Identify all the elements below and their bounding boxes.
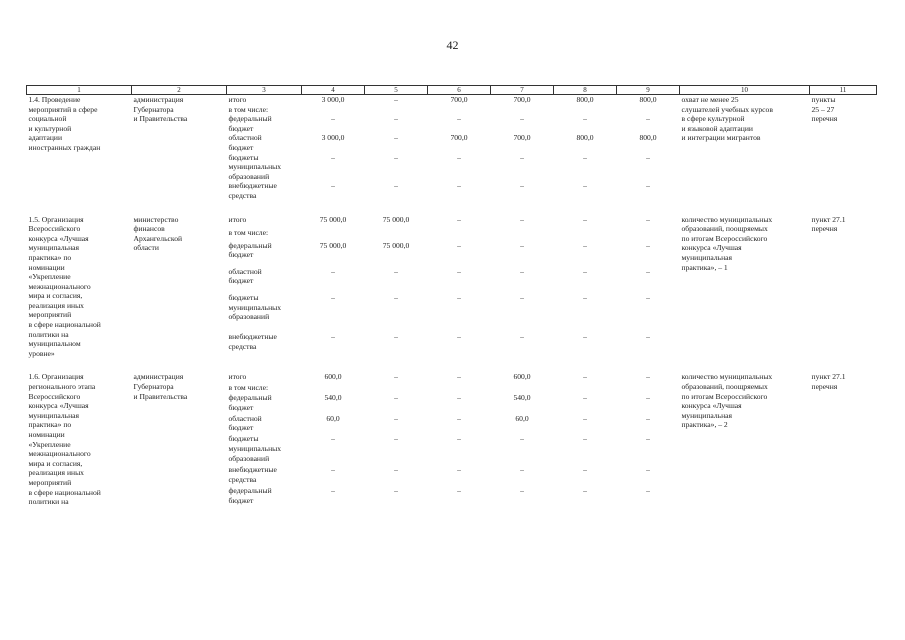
funding-source: бюджеты муниципальных образований [228,434,282,463]
funding-source: внебюджетные средства [228,181,277,200]
amount-cell: 3 000,0 [321,95,345,104]
amount-cell: – [331,434,335,444]
amount-cell: – [583,181,587,191]
result-cell: количество муниципальных образований, поощряемых по итогам Всероссийского конкурса «Лучшая муниципальная практика», – 2 [681,372,773,430]
reference-cell: пункты 25 – 27 перечня [811,95,838,124]
amount-cell: 75 000,0 [382,214,410,224]
column-number: 6 [428,86,491,95]
amount-cell: – [394,332,398,342]
section-spacer [27,201,877,215]
amount-cell: 700,0 [450,133,468,143]
amount-cell: – [394,465,398,475]
amount-cell [302,228,365,241]
amount-cell: – [394,114,398,124]
amount-cell [617,105,680,115]
funding-source: внебюджетные средства [228,465,277,484]
funding-source: федеральный бюджет [228,114,272,133]
amount-cell: – [646,393,650,403]
amount-cell: 700,0 [450,95,468,104]
amount-cell [554,383,617,393]
amount-cell: – [583,413,587,423]
amount-cell: – [457,214,461,224]
amount-cell [302,383,365,393]
amount-cell [554,105,617,115]
amount-cell: – [583,434,587,444]
amount-cell: – [331,465,335,475]
executor-cell: администрация Губернатора и Правительства [133,95,188,124]
funding-source: внебюджетные средства [228,332,277,351]
amount-cell [428,105,491,115]
amount-cell [365,383,428,393]
amount-cell: – [457,465,461,475]
column-number: 7 [491,86,554,95]
amount-cell [302,105,365,115]
amount-cell: 600,0 [513,372,531,382]
amount-cell: – [331,486,335,496]
amount-cell [428,228,491,241]
amount-cell: – [646,266,650,276]
funding-source: областной бюджет [228,413,262,433]
funding-source: итого [228,214,247,224]
amount-cell: 75 000,0 [319,214,347,224]
amount-cell: – [520,434,524,444]
amount-cell: – [394,413,398,423]
amount-cell: – [457,114,461,124]
amount-cell: – [331,181,335,191]
amount-cell: – [457,434,461,444]
amount-cell [491,228,554,241]
amount-cell: – [394,181,398,191]
table-row [27,215,877,228]
amount-cell: – [520,214,524,224]
amount-cell: – [520,152,524,162]
amount-cell: – [583,152,587,162]
amount-cell: 800,0 [639,133,657,143]
measure-title: 1.5. Организация Всероссийского конкурса «Лучшая муниципальная практика» по номинации «Укрепление межнационального мира и согласия, реализация иных мероприятий в сфере национальной политики на муниципальном уровне» [28,214,101,358]
amount-cell: – [457,181,461,191]
funding-source: в том числе: [228,227,269,237]
amount-cell [491,383,554,393]
amount-cell: – [457,332,461,342]
funding-source: в том числе: [228,104,269,114]
column-number: 4 [302,86,365,95]
amount-cell: 540,0 [324,393,342,403]
funding-source: федеральный бюджет [228,486,272,505]
amount-cell: 540,0 [513,393,531,403]
amount-cell: 800,0 [639,95,657,104]
amount-cell: – [583,266,587,276]
amount-cell: 60,0 [515,413,529,423]
amount-cell: – [583,293,587,302]
amount-cell: – [583,465,587,475]
amount-cell: – [457,372,461,382]
amount-cell: – [520,181,524,191]
amount-cell: – [457,152,461,162]
amount-cell: – [646,240,650,250]
spacer-cell [27,201,877,215]
amount-cell: – [646,181,650,191]
funding-source: итого [228,95,247,104]
amount-cell: – [457,240,461,250]
amount-cell: 75 000,0 [382,240,410,250]
amount-cell: – [520,486,524,496]
amount-cell: – [394,293,398,302]
amount-cell: – [646,372,650,382]
amount-cell: – [457,293,461,302]
funding-source: областной бюджет [228,266,262,286]
funding-source: итого [228,372,247,382]
amount-cell: – [520,465,524,475]
amount-cell: – [457,413,461,423]
amount-cell: – [394,434,398,444]
amount-cell: – [646,114,650,124]
amount-cell: – [457,486,461,496]
amount-cell [428,383,491,393]
amount-cell: – [646,413,650,423]
table-row [27,95,877,105]
amount-cell: 60,0 [326,413,340,423]
executor-cell: министерство финансов Архангельской области [133,214,183,253]
funding-source: федеральный бюджет [228,393,272,412]
amount-cell: – [394,393,398,403]
amount-cell: 700,0 [513,133,531,143]
amount-cell: – [583,486,587,496]
amount-cell: – [331,152,335,162]
funding-source: в том числе: [228,382,269,392]
amount-cell: 600,0 [324,372,342,382]
amount-cell: – [394,152,398,162]
amount-cell: – [583,372,587,382]
amount-cell: – [520,332,524,342]
amount-cell: – [583,114,587,124]
amount-cell: – [583,393,587,403]
column-number: 10 [680,86,810,95]
amount-cell [491,105,554,115]
column-number: 2 [132,86,227,95]
result-cell: охват не менее 25 слушателей учебных курсов в сфере культурной и языковой адаптации и интеграции мигрантов [681,95,773,143]
amount-cell [365,105,428,115]
page-number: 42 [446,38,459,52]
table-row [27,372,877,382]
amount-cell: – [394,486,398,496]
result-cell: количество муниципальных образований, поощряемых по итогам Всероссийского конкурса «Лучшая муниципальная практика», – 1 [681,214,773,272]
amount-cell: – [520,240,524,250]
column-number: 11 [810,86,877,95]
funding-source: областной бюджет [228,133,262,152]
measure-title: 1.4. Проведение мероприятий в сфере социальной и культурной адаптации иностранных граждан [28,95,101,152]
measure-title: 1.6. Организация регионального этапа Всероссийского конкурса «Лучшая муниципальная практика» по номинации «Укрепление межнационального мира и согласия, реализация иных мероприятий в сфере национальной политики на [28,372,101,507]
spacer-cell [27,358,877,372]
amount-cell: 800,0 [576,133,594,143]
amount-cell: 3 000,0 [321,133,345,143]
amount-cell [617,228,680,241]
amount-cell: – [646,214,650,224]
amount-cell [365,228,428,241]
amount-cell: 800,0 [576,95,594,104]
funding-source: бюджеты муниципальных образований [228,152,282,181]
column-number: 9 [617,86,680,95]
funding-source: федеральный бюджет [228,240,272,260]
amount-cell: – [331,332,335,342]
amount-cell [617,383,680,393]
amount-cell: 700,0 [513,95,531,104]
program-table [26,85,877,507]
amount-cell: – [457,393,461,403]
amount-cell: – [646,152,650,162]
amount-cell: – [394,133,398,143]
amount-cell: – [583,214,587,224]
reference-cell: пункт 27.1 перечня [811,214,846,234]
amount-cell: – [331,266,335,276]
amount-cell: – [331,293,335,302]
amount-cell: 75 000,0 [319,240,347,250]
reference-cell: пункт 27.1 перечня [811,372,846,392]
amount-cell: – [583,332,587,342]
amount-cell: – [394,372,398,382]
column-number: 5 [365,86,428,95]
amount-cell: – [331,114,335,124]
amount-cell [554,228,617,241]
amount-cell: – [583,240,587,250]
amount-cell: – [520,293,524,302]
amount-cell: – [520,114,524,124]
column-number: 1 [27,86,132,95]
funding-source: бюджеты муниципальных образований [228,293,282,322]
amount-cell: – [646,486,650,496]
column-number-row [27,86,877,95]
executor-cell: администрация Губернатора и Правительства [133,372,188,401]
amount-cell: – [520,266,524,276]
amount-cell: – [394,95,398,104]
column-number: 8 [554,86,617,95]
amount-cell: – [457,266,461,276]
amount-cell: – [646,434,650,444]
amount-cell: – [646,293,650,302]
column-number: 3 [227,86,302,95]
amount-cell: – [646,332,650,342]
section-spacer [27,358,877,372]
amount-cell: – [394,266,398,276]
amount-cell: – [646,465,650,475]
